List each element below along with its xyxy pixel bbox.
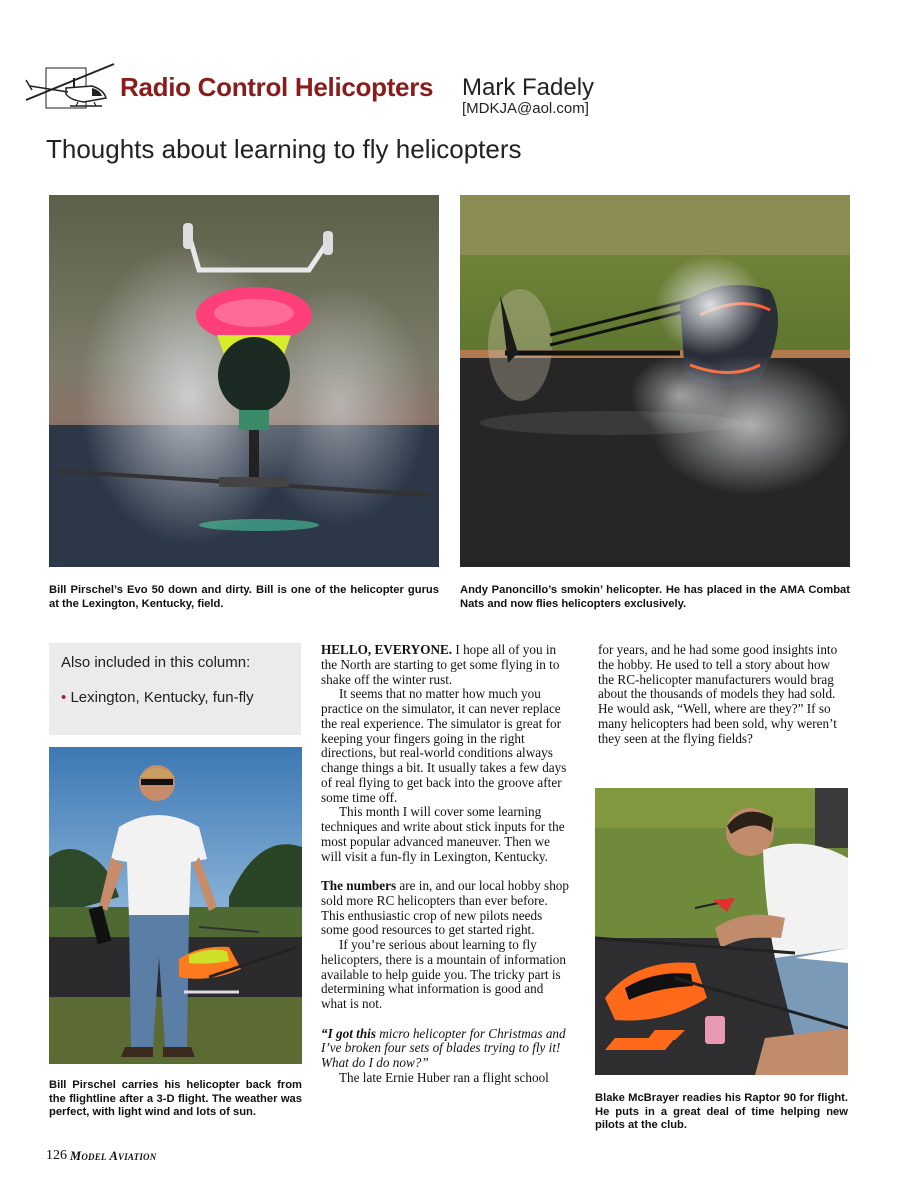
intro-text: I hope all of you in the North are starting to get some flying in to shake off the winter rust.: [321, 642, 560, 687]
helicopter-logo-icon: [22, 56, 120, 120]
column-title: Radio Control Helicopters: [120, 72, 434, 102]
photo-blake-raptor: [595, 788, 848, 1075]
also-included-item: [61, 689, 254, 706]
also-included-title: Also included in this column:: [61, 654, 251, 671]
lead-in-numbers: The numbers: [321, 878, 397, 893]
also-included-box: [49, 643, 301, 735]
article-paragraph-intro: [321, 643, 569, 687]
author-name: Mark Fadely: [462, 74, 595, 101]
caption-evo50: Bill Pirschel’s Evo 50 down and dirty. Bill is one of the helicopter gurus at the Lexington, Kentucky, field.: [49, 584, 439, 610]
article-paragraph: for years, and he had some good insights into the hobby. He used to tell a story about how the RC-helicopter manufacturers would brag about the thousands of models they had sold. He would ask, “Well, where are they?” If so many helicopters had been sold, why weren’t they seen at the flying fields?: [598, 642, 838, 746]
article-paragraph: If you’re serious about learning to fly helicopters, there is a mountain of information available to help guide you. The tricky part is determining what information is good and what is not.: [321, 937, 566, 1011]
quote-text: micro helicopter for Christmas and I’ve broken four sets of blades trying to fly it! What do I do now?”: [321, 1025, 566, 1070]
article-paragraph-numbers: [321, 879, 569, 938]
lead-in-hello: HELLO, EVERYONE.: [321, 642, 453, 657]
caption-blake-raptor: Blake McBrayer readies his Raptor 90 for flight. He puts in a great deal of time helping new pilots at the club.: [595, 1092, 848, 1131]
article-paragraph: It seems that no matter how much you practice on the simulator, it can never replace the real experience. The simulator is great for keeping your fingers going in the right directions, but real-world conditions always change things a bit. It usually takes a few days of real flying to get back into the groove after some time off.: [321, 686, 567, 805]
photo-evo50-helicopter: [49, 195, 439, 567]
magazine-name: Model Aviation: [70, 1149, 157, 1163]
article-paragraph-quote: [321, 1027, 569, 1071]
article-paragraph: This month I will cover some learning techniques and write about stick inputs for the most popular advanced maneuver. Then we will visit a fun-fly in Lexington, Kentucky.: [321, 804, 565, 864]
also-included-item-label: Lexington, Kentucky, fun-fly: [70, 689, 254, 706]
numbers-text: are in, and our local hobby shop sold more RC helicopters than ever before. This enthusiastic crop of new pilots needs some good resources to get started right.: [321, 878, 569, 938]
page-number: 126: [46, 1148, 67, 1163]
caption-smoking-helicopter: Andy Panoncillo’s smokin’ helicopter. He has placed in the AMA Combat Nats and now flies helicopters exclusively.: [460, 584, 850, 610]
author-email: [MDKJA@aol.com]: [462, 100, 589, 117]
photo-bill-carrying-helicopter: [49, 747, 302, 1064]
article-paragraph: The late Ernie Huber ran a flight school: [339, 1069, 549, 1085]
caption-bill-carrying: Bill Pirschel carries his helicopter back from the flightline after a 3-D flight. The weather was perfect, with light wind and lots of sun.: [49, 1079, 302, 1118]
bullet-icon: •: [61, 689, 67, 706]
photo-smoking-helicopter: [460, 195, 850, 567]
article-column-2: [321, 643, 569, 1086]
article-headline: Thoughts about learning to fly helicopters: [46, 134, 522, 164]
lead-in-quote: “I got this: [321, 1025, 376, 1041]
article-column-3: [598, 643, 848, 746]
